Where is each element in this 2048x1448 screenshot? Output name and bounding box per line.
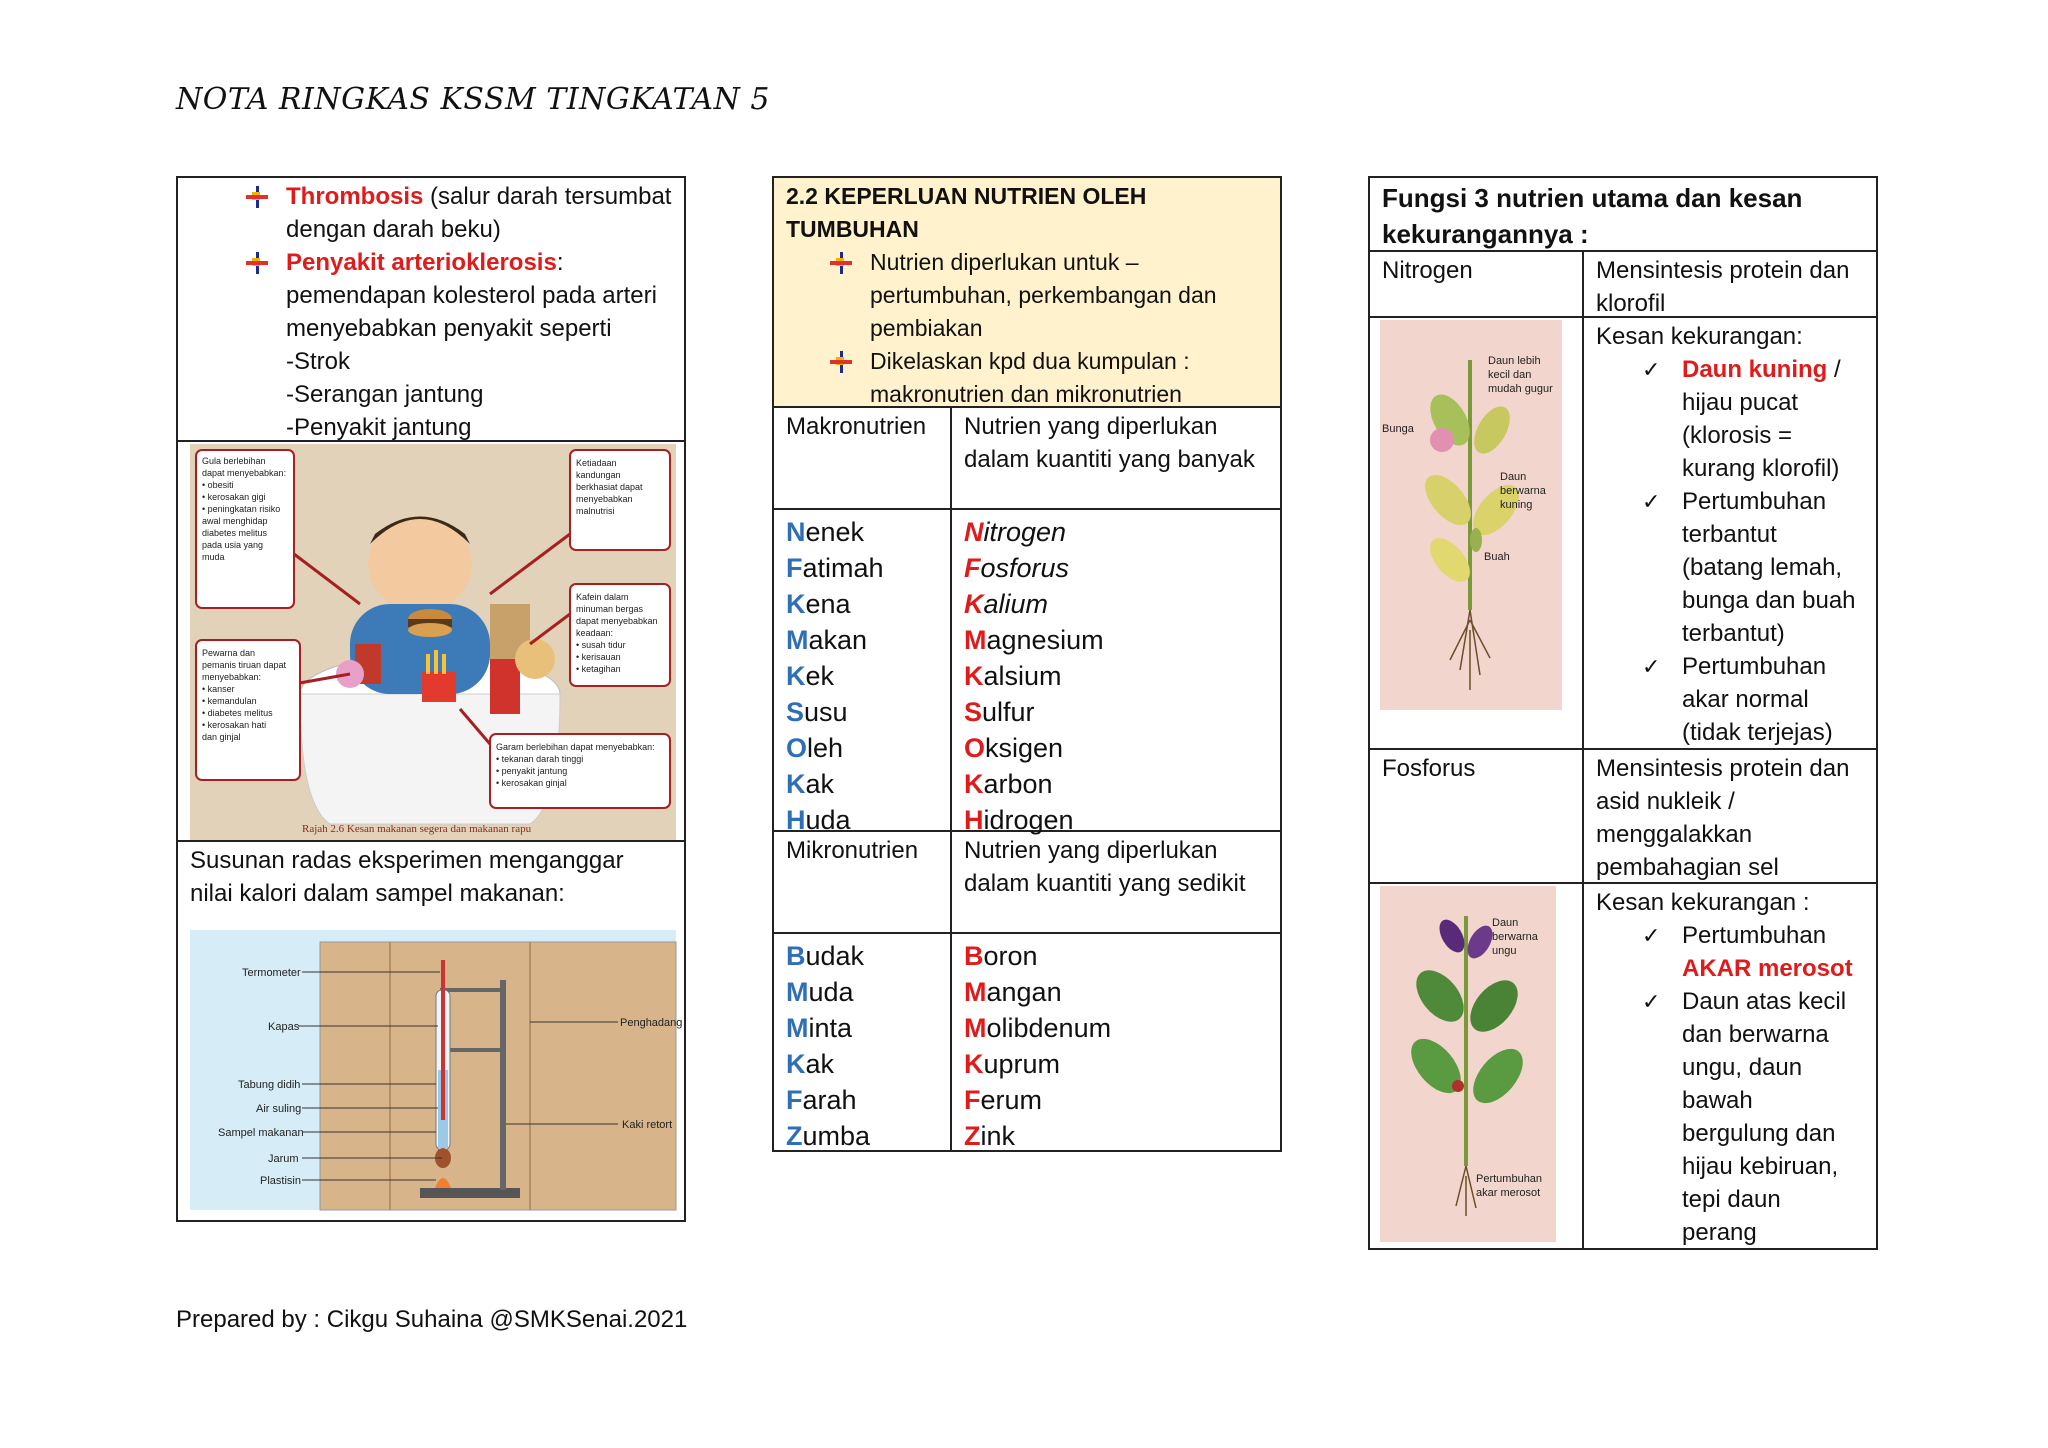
makro-label: Makronutrien — [774, 408, 952, 508]
element-initial: N — [964, 517, 984, 547]
slash: / — [1827, 356, 1841, 383]
class-l2: makronutrien dan mikronutrien — [870, 381, 1182, 407]
n-k3-l1: Pertumbuhan — [1682, 653, 1827, 680]
mikro-mnemonic-row — [774, 934, 1280, 1150]
element-initial: K — [964, 661, 984, 691]
purpose-l1: Nutrien diperlukan untuk – — [870, 249, 1139, 275]
mnemonic-rest: umba — [802, 1121, 871, 1151]
element-initial: F — [964, 553, 981, 583]
p-effect-2 — [1596, 985, 1868, 1249]
n-k3-l2: akar normal — [1682, 686, 1809, 713]
makro-element-name — [964, 550, 1280, 586]
disease-notes-cell — [178, 178, 684, 442]
p-k2-l8: perang — [1682, 1219, 1757, 1246]
mikro-mnemonic-list — [774, 934, 952, 1150]
term-arterioklerosis: Penyakit arterioklerosis — [286, 249, 557, 276]
fig1-box4-l3: menyebabkan: — [202, 672, 262, 682]
mikro-element-name — [964, 938, 1280, 974]
experiment-cell — [178, 842, 684, 1220]
nitrogen-deficient-plant-illustration — [1380, 320, 1562, 710]
makro-mnemonic-word — [786, 514, 950, 550]
nitrogen-deficiency-effects — [1584, 318, 1876, 748]
label-kapas: Kapas — [268, 1021, 300, 1033]
fig1-box4-l4: • kanser — [202, 684, 235, 694]
element-rest: alium — [983, 589, 1049, 619]
experiment-desc-2: nilai kalori dalam sampel makanan: — [190, 880, 565, 907]
mnemonic-initial: F — [786, 1085, 803, 1115]
fig1-box5-l4: • kerosakan ginjal — [496, 778, 567, 788]
arrow-bullet-icon — [830, 252, 852, 274]
fig1-box4-l5: • kemandulan — [202, 696, 257, 706]
mnemonic-rest: ek — [805, 661, 835, 691]
list-item-nutrient-purpose — [786, 246, 1268, 345]
p-k2-l3: ungu, daun — [1682, 1054, 1803, 1081]
mnemonic-initial: H — [786, 805, 806, 835]
makro-row — [774, 408, 1280, 510]
fig1-caption: Rajah 2.6 Kesan makanan segera dan makanan rapu — [302, 823, 532, 835]
check-icon: ✓ — [1642, 923, 1661, 948]
mnemonic-initial: K — [786, 661, 806, 691]
title-l2: kekurangannya : — [1382, 219, 1589, 249]
nutrient-function-title — [1370, 178, 1876, 252]
mnemonic-rest: ak — [805, 1049, 835, 1079]
makro-mnemonic-word — [786, 658, 950, 694]
fig1-box5-l1: Garam berlebihan dapat menyebabkan: — [496, 742, 655, 752]
makro-element-list — [952, 510, 1280, 835]
mikro-mnemonic-word — [786, 974, 950, 1010]
p-func-2: asid nukleik / — [1596, 788, 1735, 815]
fosforus-deficient-plant-illustration — [1380, 886, 1556, 1242]
p-k2-l1: Daun atas kecil — [1682, 988, 1847, 1015]
element-rest: ksigen — [985, 733, 1064, 763]
fig1-box5-l3: • penyakit jantung — [496, 766, 568, 776]
p-func-3: menggalakkan — [1596, 821, 1753, 848]
makro-mnemonic-word — [786, 766, 950, 802]
mikro-mnemonic-word — [786, 1082, 950, 1118]
n-k1-l1: hijau pucat — [1682, 389, 1799, 416]
element-rest: oron — [983, 941, 1038, 971]
mikro-element-name — [964, 1082, 1280, 1118]
n-k2-l4: bunga dan buah — [1682, 587, 1856, 614]
makro-element-name — [964, 586, 1280, 622]
p-fig-akar-2: akar merosot — [1476, 1187, 1541, 1199]
n-fig-buah: Buah — [1484, 551, 1510, 563]
nitrogen-label: Nitrogen — [1370, 252, 1584, 316]
disease-penyakit-jantung: -Penyakit jantung — [286, 414, 472, 441]
junk-food-figure-cell — [178, 442, 684, 842]
n-func-1: Mensintesis protein dan — [1596, 257, 1850, 284]
fig1-box3-l5: • susah tidur — [576, 640, 626, 650]
element-initial: S — [964, 697, 983, 727]
makro-mnemonic-list — [774, 510, 952, 835]
n-k2-l1: Pertumbuhan — [1682, 488, 1827, 515]
n-effect-3 — [1596, 650, 1868, 749]
mnemonic-rest: ak — [805, 769, 835, 799]
nitrogen-row — [1370, 252, 1876, 318]
mnemonic-initial: B — [786, 941, 806, 971]
mikro-mnemonic-word — [786, 1118, 950, 1154]
arterio-desc-1: pemendapan kolesterol pada arteri — [286, 282, 657, 309]
mnemonic-rest: arah — [802, 1085, 857, 1115]
fig1-box2-l3: berkhasiat dapat — [576, 482, 643, 492]
n-fig-kuning-3: kuning — [1500, 499, 1533, 511]
mnemonic-initial: Z — [786, 1121, 803, 1151]
p-func-1: Mensintesis protein dan — [1596, 755, 1850, 782]
nutrient-needs-header — [774, 178, 1280, 408]
mnemonic-rest: uda — [808, 977, 854, 1007]
arrow-bullet-icon — [830, 351, 852, 373]
page-header-title: NOTA RINGKAS KSSM TINGKATAN 5 — [176, 82, 770, 117]
check-icon: ✓ — [1642, 357, 1661, 382]
mnemonic-rest: udak — [805, 941, 865, 971]
mnemonic-rest: usu — [804, 697, 848, 727]
n-fig-kuning-2: berwarna — [1500, 485, 1546, 497]
disease-serangan-jantung: -Serangan jantung — [286, 381, 484, 408]
fig1-box4-l2: pemanis tiruan dapat — [202, 660, 287, 670]
makro-element-name — [964, 622, 1280, 658]
makro-mnemonic-word — [786, 730, 950, 766]
mikro-element-name — [964, 974, 1280, 1010]
class-l1: Dikelaskan kpd dua kumpulan : — [870, 348, 1190, 374]
mikro-element-name — [964, 1118, 1280, 1154]
n-fig-daun-3: mudah gugur — [1488, 383, 1553, 395]
fig1-box1-l1: Gula berlebihan — [202, 456, 266, 466]
p-k2-l4: bawah — [1682, 1087, 1753, 1114]
element-rest: itrogen — [983, 517, 1067, 547]
mikro-element-list — [952, 934, 1280, 1150]
mnemonic-rest: ena — [805, 589, 851, 619]
column-3-table — [1368, 176, 1878, 1250]
p-fig-ungu-2: berwarna — [1492, 931, 1538, 943]
fig1-box4-l1: Pewarna dan — [202, 648, 256, 658]
mnemonic-initial: M — [786, 977, 809, 1007]
makro-mnemonic-word — [786, 550, 950, 586]
check-icon: ✓ — [1642, 654, 1661, 679]
thrombosis-desc-2: dengan darah beku) — [286, 216, 501, 243]
mikro-desc-1: Nutrien yang diperlukan — [964, 837, 1218, 864]
mikro-desc-2: dalam kuantiti yang sedikit — [964, 870, 1246, 897]
column-1-table — [176, 176, 686, 1222]
fig1-box2-l1: Ketiadaan — [576, 458, 617, 468]
disease-strok: -Strok — [286, 348, 351, 375]
element-rest: idrogen — [983, 805, 1074, 835]
mikro-desc — [952, 832, 1280, 932]
mikro-element-name — [964, 1010, 1280, 1046]
list-item-classification — [786, 345, 1268, 411]
n-func-2: klorofil — [1596, 290, 1666, 317]
purpose-l3: pembiakan — [870, 315, 983, 341]
mnemonic-initial: K — [786, 589, 806, 619]
element-initial: K — [964, 769, 984, 799]
term-thrombosis: Thrombosis — [286, 183, 424, 210]
akar-merosot-text: AKAR merosot — [1682, 955, 1853, 982]
label-plastisin: Plastisin — [260, 1175, 301, 1187]
element-initial: K — [964, 589, 984, 619]
makro-element-name — [964, 730, 1280, 766]
arterio-desc-2: menyebabkan penyakit seperti — [286, 315, 612, 342]
fig1-box3-l2: minuman bergas — [576, 604, 644, 614]
element-initial: K — [964, 1049, 984, 1079]
arrow-bullet-icon — [246, 186, 268, 208]
makro-element-name — [964, 766, 1280, 802]
label-tabung-didih: Tabung didih — [238, 1079, 301, 1091]
makro-desc-2: dalam kuantiti yang banyak — [964, 446, 1255, 473]
label-air-suling: Air suling — [256, 1103, 302, 1115]
mnemonic-initial: K — [786, 1049, 806, 1079]
element-initial: H — [964, 805, 984, 835]
element-initial: M — [964, 625, 987, 655]
fosforus-plant-figure-cell — [1370, 884, 1584, 1248]
n-effect-2 — [1596, 485, 1868, 650]
label-jarum: Jarum — [268, 1153, 299, 1165]
element-rest: ulfur — [982, 697, 1035, 727]
n-fig-daun-1: Daun lebih — [1488, 355, 1541, 367]
colon: : — [556, 249, 564, 276]
fig1-box1-l8: pada usia yang — [202, 540, 264, 550]
mikro-mnemonic-word — [786, 1046, 950, 1082]
element-rest: olibdenum — [986, 1013, 1112, 1043]
p-kesan-label: Kesan kekurangan : — [1596, 889, 1810, 916]
mnemonic-initial: S — [786, 697, 805, 727]
fosforus-deficiency-effects — [1584, 884, 1876, 1248]
fig1-box1-l4: • kerosakan gigi — [202, 492, 266, 502]
makro-element-name — [964, 658, 1280, 694]
n-fig-daun-2: kecil dan — [1488, 369, 1532, 381]
element-rest: ink — [980, 1121, 1016, 1151]
fig1-box1-l3: • obesiti — [202, 480, 234, 490]
mnemonic-initial: K — [786, 769, 806, 799]
p-k2-l2: dan berwarna — [1682, 1021, 1829, 1048]
fig1-box3-l4: keadaan: — [576, 628, 614, 638]
element-initial: M — [964, 1013, 987, 1043]
mnemonic-initial: M — [786, 1013, 809, 1043]
makro-mnemonic-word — [786, 586, 950, 622]
element-rest: alsium — [983, 661, 1062, 691]
fosforus-row — [1370, 750, 1876, 884]
kesan-label: Kesan kekurangan: — [1596, 323, 1803, 350]
p-func-4: pembahagian sel — [1596, 854, 1779, 881]
mikro-mnemonic-word — [786, 938, 950, 974]
element-rest: osforus — [980, 553, 1070, 583]
junk-food-illustration — [190, 444, 676, 840]
p-k2-l6: hijau kebiruan, — [1682, 1153, 1839, 1180]
fig1-box3-l1: Kafein dalam — [576, 592, 629, 602]
element-rest: angan — [986, 977, 1062, 1007]
fig1-box3-l3: dapat menyebabkan — [576, 616, 658, 626]
label-termometer: Termometer — [242, 967, 301, 979]
arrow-bullet-icon — [246, 252, 268, 274]
makro-mnemonic-row — [774, 510, 1280, 835]
p-fig-ungu-3: ungu — [1492, 945, 1517, 957]
section-title-2: TUMBUHAN — [786, 216, 919, 242]
n-k2-l5: terbantut) — [1682, 620, 1785, 647]
element-rest: arbon — [983, 769, 1053, 799]
element-initial: B — [964, 941, 984, 971]
calorimeter-apparatus-diagram — [190, 930, 683, 1210]
element-initial: M — [964, 977, 987, 1007]
p-effect-1 — [1596, 919, 1868, 985]
list-item-thrombosis — [190, 180, 672, 246]
element-rest: uprum — [983, 1049, 1061, 1079]
mnemonic-initial: M — [786, 625, 809, 655]
fig1-box2-l5: malnutrisi — [576, 506, 615, 516]
n-fig-bunga: Bunga — [1382, 423, 1414, 435]
nitrogen-deficiency-row — [1370, 318, 1876, 750]
fosforus-function — [1584, 750, 1876, 882]
footer-credit: Prepared by : Cikgu Suhaina @SMKSenai.2021 — [176, 1306, 688, 1333]
makro-desc — [952, 408, 1280, 508]
mnemonic-rest: enek — [805, 517, 865, 547]
p-k2-l7: tepi daun — [1682, 1186, 1781, 1213]
makro-mnemonic-word — [786, 622, 950, 658]
fig1-box1-l5: • peningkatan risiko — [202, 504, 281, 514]
n-k2-l3: (batang lemah, — [1682, 554, 1843, 581]
section-title-1: 2.2 KEPERLUAN NUTRIEN OLEH — [786, 183, 1147, 209]
n-k1-l2: (klorosis = — [1682, 422, 1793, 449]
mnemonic-initial: O — [786, 733, 808, 763]
fig1-box5-l2: • tekanan darah tinggi — [496, 754, 584, 764]
nitrogen-plant-figure-cell — [1370, 318, 1584, 748]
fig1-box4-l6: • diabetes melitus — [202, 708, 273, 718]
mnemonic-initial: N — [786, 517, 806, 547]
fosforus-label: Fosforus — [1370, 750, 1584, 882]
mikro-element-name — [964, 1046, 1280, 1082]
fig1-box1-l9: muda — [202, 552, 225, 562]
element-initial: Z — [964, 1121, 981, 1151]
element-rest: agnesium — [986, 625, 1104, 655]
mikro-row — [774, 832, 1280, 934]
mikro-label: Mikronutrien — [774, 832, 952, 932]
fig1-box2-l4: menyebabkan — [576, 494, 633, 504]
p-fig-akar-1: Pertumbuhan — [1476, 1173, 1543, 1185]
mnemonic-rest: uda — [805, 805, 851, 835]
p-fig-ungu-1: Daun — [1492, 917, 1519, 929]
makro-desc-1: Nutrien yang diperlukan — [964, 413, 1218, 440]
purpose-l2: pertumbuhan, perkembangan dan — [870, 282, 1217, 308]
experiment-desc-1: Susunan radas eksperimen menganggar — [190, 847, 624, 874]
fig1-box4-l7: • kerosakan hati — [202, 720, 267, 730]
fig1-box3-l6: • kerisauan — [576, 652, 621, 662]
p-k2-l5: bergulung dan — [1682, 1120, 1836, 1147]
thrombosis-desc: (salur darah tersumbat — [423, 183, 672, 210]
label-sampel-makanan: Sampel makanan — [218, 1127, 304, 1139]
mnemonic-rest: akan — [808, 625, 868, 655]
n-k3-l3: (tidak terjejas) — [1682, 719, 1833, 746]
n-k2-l2: terbantut — [1682, 521, 1777, 548]
daun-kuning-text: Daun kuning — [1682, 356, 1828, 383]
makro-element-name — [964, 514, 1280, 550]
mnemonic-initial: F — [786, 553, 803, 583]
p-k1-l1: Pertumbuhan — [1682, 922, 1827, 949]
mnemonic-rest: atimah — [802, 553, 884, 583]
mnemonic-rest: inta — [808, 1013, 853, 1043]
title-l1: Fungsi 3 nutrien utama dan kesan — [1382, 183, 1803, 213]
fig1-box1-l6: awal menghidap — [202, 516, 268, 526]
mikro-mnemonic-word — [786, 1010, 950, 1046]
fig1-box2-l2: kandungan — [576, 470, 621, 480]
nitrogen-function — [1584, 252, 1876, 316]
fig1-box1-l2: dapat menyebabkan: — [202, 468, 287, 478]
check-icon: ✓ — [1642, 989, 1661, 1014]
element-initial: O — [964, 733, 986, 763]
n-fig-kuning-1: Daun — [1500, 471, 1527, 483]
label-penghadang: Penghadang — [620, 1017, 683, 1029]
element-initial: F — [964, 1085, 981, 1115]
makro-element-name — [964, 694, 1280, 730]
column-2-table — [772, 176, 1282, 1152]
fig1-box1-l7: diabetes melitus — [202, 528, 268, 538]
label-kaki-retort: Kaki retort — [622, 1119, 673, 1131]
n-effect-1 — [1596, 353, 1868, 485]
mnemonic-rest: leh — [807, 733, 844, 763]
makro-mnemonic-word — [786, 694, 950, 730]
fig1-box3-l7: • ketagihan — [576, 664, 621, 674]
check-icon: ✓ — [1642, 489, 1661, 514]
fosforus-deficiency-row — [1370, 884, 1876, 1248]
n-k1-l3: kurang klorofil) — [1682, 455, 1840, 482]
element-rest: erum — [980, 1085, 1043, 1115]
fig1-box4-l8: dan ginjal — [202, 732, 241, 742]
list-item-arterioklerosis — [190, 246, 672, 444]
